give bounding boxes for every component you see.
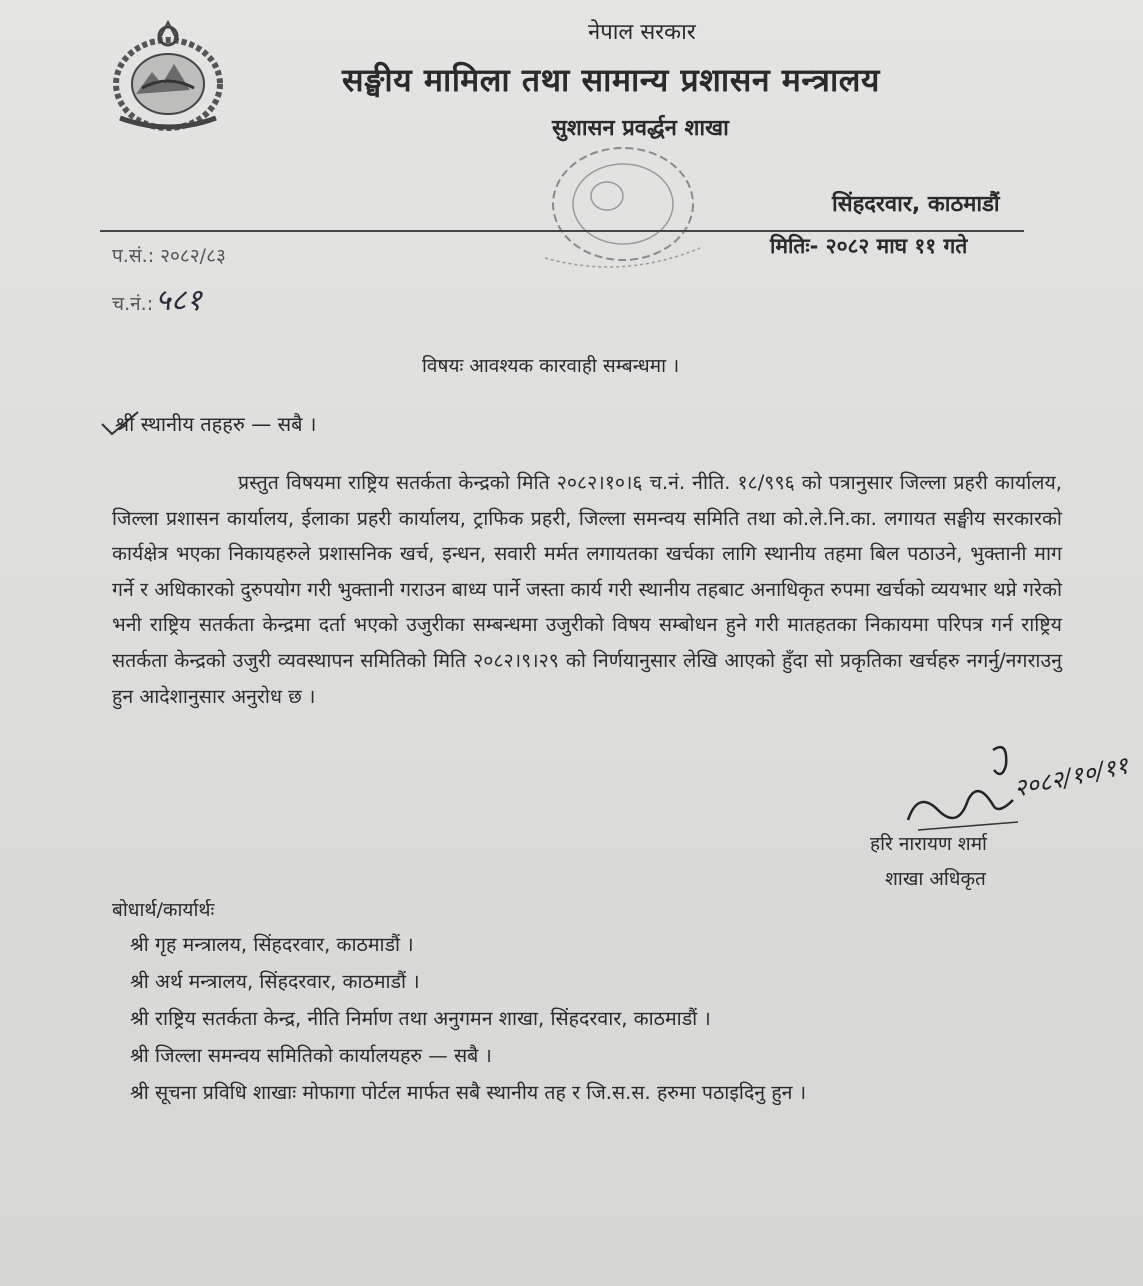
- cc-recipient: श्री सूचना प्रविधि शाखाः मोफागा पोर्टल मार्फत सबै स्थानीय तह र जि.स.स. हरुमा पठाइदिनु हुन ।: [130, 1081, 807, 1104]
- cc-label: बोधार्थ/कार्यार्थः: [112, 899, 215, 921]
- cc-recipient: श्री अर्थ मन्त्रालय, सिंहदरवार, काठमाडौं ।: [130, 970, 420, 993]
- cc-recipient: श्री जिल्ला समन्वय समितिको कार्यालयहरु — सबै ।: [130, 1044, 492, 1067]
- government-name: नेपाल सरकार: [588, 20, 696, 45]
- office-location: सिंहदरवार, काठमाडौं: [832, 192, 1000, 217]
- letter-date: मितिः- २०८२ माघ ११ गते: [770, 234, 968, 258]
- letter-body: प्रस्तुत विषयमा राष्ट्रिय सतर्कता केन्द्रको मिति २०८२।१०।६ च.नं. नीति. १८/९९६ को पत्रानुसार जिल्ला प्रहरी कार्यालय, जिल्ला प्रशासन कार्यालय, ईलाका प्रहरी कार्यालय, ट्राफिक प्रहरी, जिल्ला समन्वय समिति तथा को.ले.नि.का. लगायत सङ्घीय सरकारको कार्यक्षेत्र भएका निकायहरुले प्रशासनिक खर्च, इन्धन, सवारी मर्मत लगायतका खर्चका लागि स्थानीय तहमा बिल पठाउने, भुक्तानी माग गर्ने र अधिकारको दुरुपयोग गरी भुक्तानी गराउन बाध्य पार्ने जस्ता कार्य गरी स्थानीय तहबाट अनाधिकृत रुपमा खर्चको व्ययभार थप्ने गरेको भनी राष्ट्रिय सतर्कता केन्द्रमा दर्ता भएको उजुरीका सम्बन्धमा उजुरीको विषय सम्बोधन हुने गरी मातहतका निकायमा परिपत्र गर्न राष्ट्रिय सतर्कता केन्द्रको उजुरी व्यवस्थापन समितिको मिति २०८२।९।२९ को निर्णयानुसार लेखि आएको हुँदा सो प्रकृतिका खर्चहरु नगर्नु/नगराउनु हुन आदेशानुसार अनुरोध छ ।: [112, 471, 1062, 708]
- dispatch-number: [112, 278, 202, 319]
- dispatch-number-value: ५८१: [155, 283, 202, 318]
- letter-subject: विषयः आवश्यक कारवाही सम्बन्धमा ।: [422, 355, 680, 377]
- signatory-name: हरि नारायण शर्मा: [870, 833, 987, 855]
- cc-recipient: श्री राष्ट्रिय सतर्कता केन्द्र, नीति निर्माण तथा अनुगमन शाखा, सिंहदरवार, काठमाडौं ।: [130, 1007, 711, 1030]
- dispatch-number-label: च.नं.:: [112, 293, 154, 315]
- office-stamp-icon: [535, 140, 710, 280]
- letter-addressee: श्री स्थानीय तहहरु — सबै ।: [115, 412, 317, 436]
- cc-recipient-list: [130, 926, 806, 1111]
- nepal-emblem-icon: [102, 14, 234, 139]
- branch-name: सुशासन प्रवर्द्धन शाखा: [552, 116, 729, 141]
- cc-recipient: श्री गृह मन्त्रालय, सिंहदरवार, काठमाडौं ।: [130, 933, 414, 956]
- ministry-name: सङ्घीय मामिला तथा सामान्य प्रशासन मन्त्रालय: [342, 61, 880, 99]
- letter-reference-number: प.सं.: २०८२/८३: [112, 245, 226, 267]
- signature-date: २०८२/१०/११: [1011, 751, 1131, 803]
- signatory-designation: शाखा अधिकृत: [885, 868, 986, 890]
